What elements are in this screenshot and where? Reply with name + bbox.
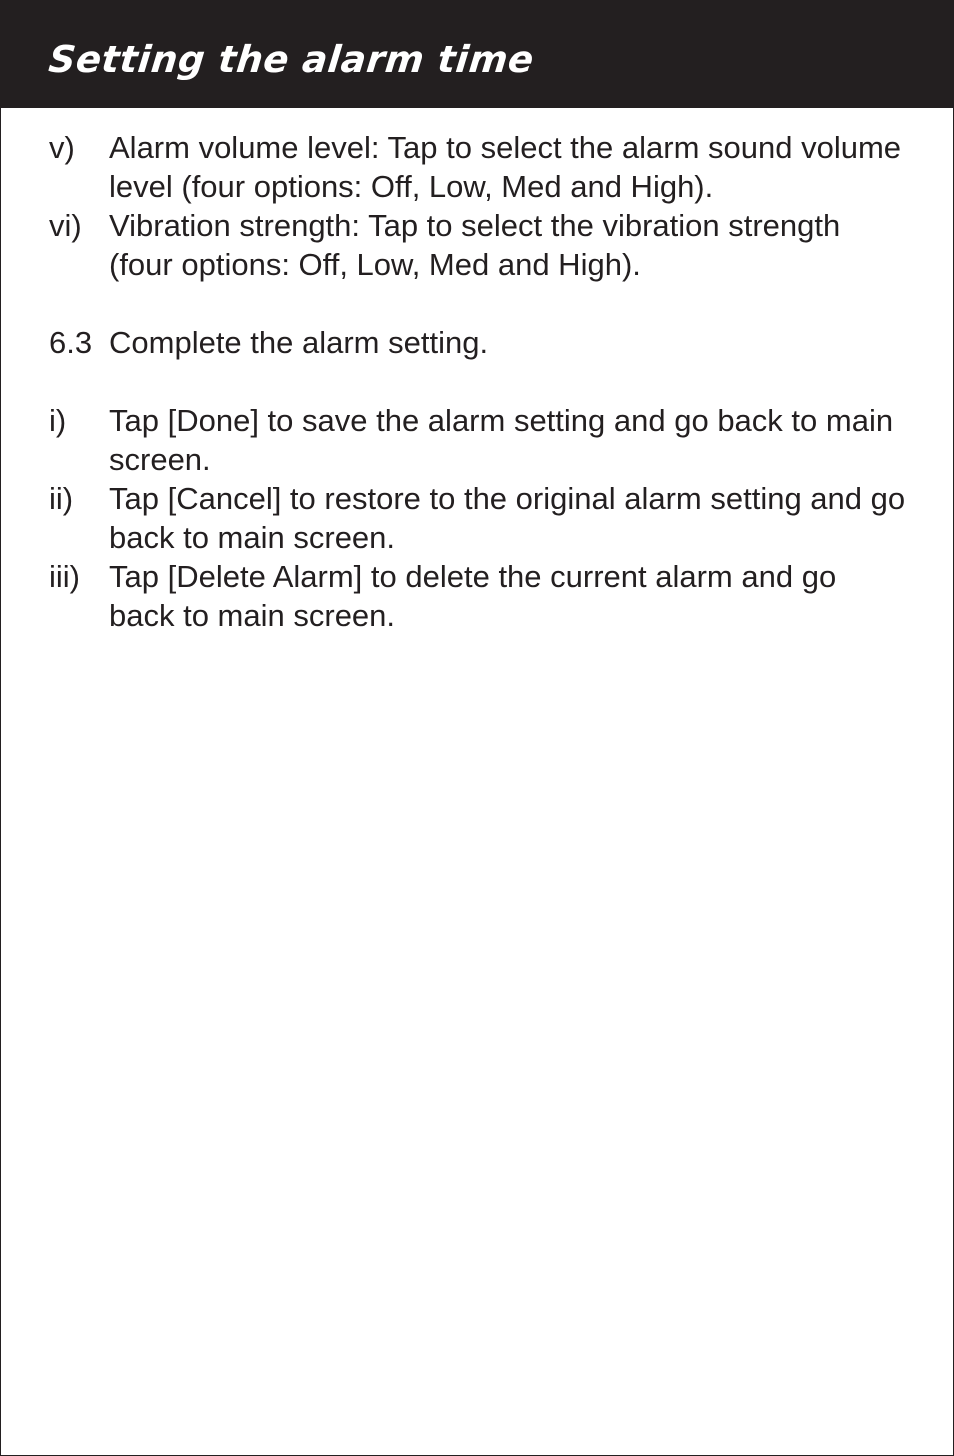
list-marker: v) [49, 130, 75, 165]
list-item [49, 557, 909, 635]
list-item-text: Tap [Cancel] to restore to the original alarm setting and go back to main screen. [109, 481, 906, 555]
section-number: 6.3 [49, 325, 93, 360]
list-item-text: Alarm volume level: Tap to select the alarm sound volume level (four options: Off, Low, Med and High). [109, 130, 902, 204]
section-text: Complete the alarm setting. [109, 325, 489, 360]
list-marker: vi) [49, 208, 82, 243]
list-item [49, 401, 909, 479]
list-marker: ii) [49, 481, 74, 516]
list-item-text: Vibration strength: Tap to select the vibration strength (four options: Off, Low, Med and High). [109, 208, 841, 282]
section-heading [49, 323, 909, 362]
page-header [1, 1, 953, 108]
list-marker: iii) [49, 559, 80, 594]
spacer [49, 284, 909, 323]
list-marker: i) [49, 403, 67, 438]
page-title: Setting the alarm time [46, 38, 537, 81]
list-item [49, 128, 909, 206]
page-content [49, 128, 909, 635]
spacer [49, 362, 909, 401]
list-item [49, 479, 909, 557]
list-item-text: Tap [Done] to save the alarm setting and go back to main screen. [109, 403, 894, 477]
list-item [49, 206, 909, 284]
list-item-text: Tap [Delete Alarm] to delete the current alarm and go back to main screen. [109, 559, 837, 633]
